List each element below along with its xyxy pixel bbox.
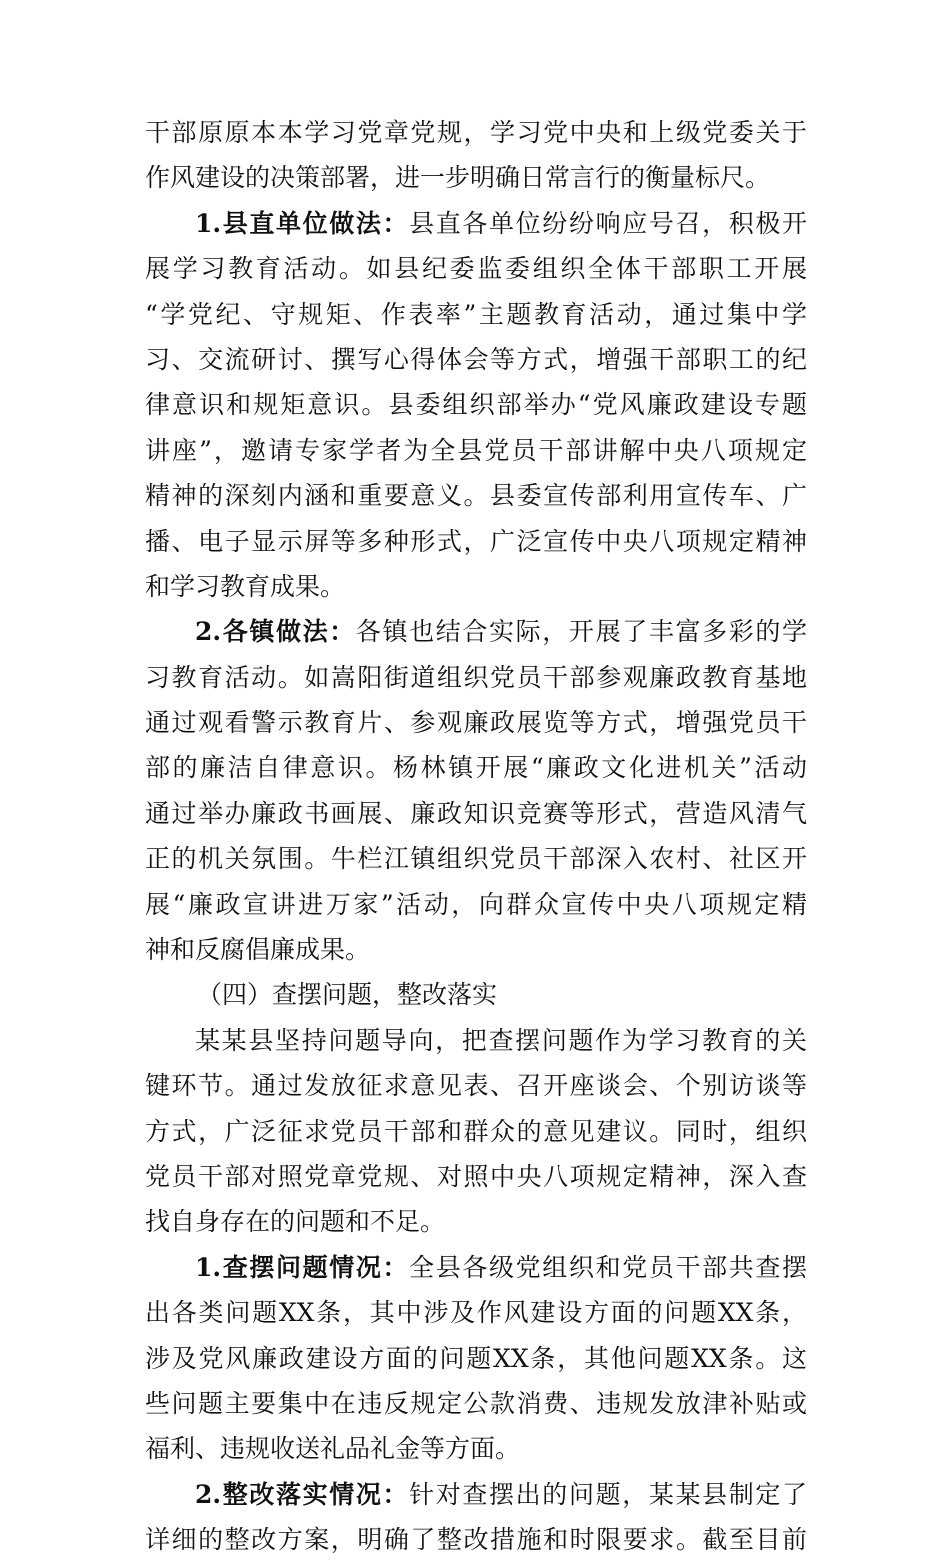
paragraph-text: 针对查摆出的问题，某某县制定了 [409,1479,807,1509]
paragraph-line: 找自身存在的问题和不足。 [145,1207,446,1237]
paragraph-line: 通过举办廉政书画展、廉政知识竞赛等形式，营造风清气 [145,798,807,828]
paragraph-line: 展学习教育活动。如县纪委监委组织全体干部职工开展 [145,254,807,284]
paragraph-line: 和学习教育成果。 [145,571,346,601]
paragraph-line: 展“廉政宣讲进万家”活动，向群众宣传中央八项规定精 [145,889,807,919]
paragraph-line [145,1472,807,1517]
paragraph-line [145,201,807,246]
paragraph-line: 涉及党风廉政建设方面的问题XX条，其他问题XX条。这 [145,1343,807,1373]
paragraph-line: 详细的整改方案，明确了整改措施和时限要求。截至目前 [145,1525,807,1555]
paragraph-text: 全县各级党组织和党员干部共查摆 [409,1252,807,1282]
paragraph-line: 神和反腐倡廉成果。 [145,935,371,965]
subheading-bold: 1.县直单位做法： [195,208,410,238]
paragraph-line: 些问题主要集中在违反规定公款消费、违规发放津补贴或 [145,1388,807,1418]
paragraph-line: 正的机关氛围。牛栏江镇组织党员干部深入农村、社区开 [145,844,807,874]
paragraph-line: 某某县坚持问题导向，把查摆问题作为学习教育的关 [195,1025,807,1055]
paragraph-line: 律意识和规矩意识。县委组织部举办“党风廉政建设专题 [145,390,807,420]
paragraph-text: 各镇也结合实际，开展了丰富多彩的学 [355,617,807,647]
subheading-bold: 2.各镇做法： [195,617,356,647]
paragraph-line: 方式，广泛征求党员干部和群众的意见建议。同时，组织 [145,1116,807,1146]
paragraph-line: 作风建设的决策部署，进一步明确日常言行的衡量标尺。 [145,163,771,193]
paragraph-line [145,609,807,654]
paragraph-line: 福利、违规收送礼品礼金等方面。 [145,1434,521,1464]
paragraph-line: 习、交流研讨、撰写心得体会等方式，增强干部职工的纪 [145,344,807,374]
paragraph-line: 部的廉洁自律意识。杨林镇开展“廉政文化进机关”活动 [145,753,807,783]
paragraph-line: 讲座”，邀请专家学者为全县党员干部讲解中央八项规定 [145,435,807,465]
paragraph-line: 通过观看警示教育片、参观廉政展览等方式，增强党员干 [145,708,807,738]
paragraph-line: 党员干部对照党章党规、对照中央八项规定精神，深入查 [145,1161,807,1191]
paragraph-line: 键环节。通过发放征求意见表、召开座谈会、个别访谈等 [145,1071,807,1101]
section-heading: （四）查摆问题，整改落实 [197,980,498,1010]
subheading-bold: 1.查摆问题情况： [195,1252,410,1282]
paragraph-line: 播、电子显示屏等多种形式，广泛宣传中央八项规定精神 [145,526,807,556]
paragraph-text: 县直各单位纷纷响应号召，积极开 [409,208,807,238]
document-body [145,110,807,1563]
paragraph-line: “学党纪、守规矩、作表率”主题教育活动，通过集中学 [145,299,807,329]
paragraph-line [145,1245,807,1290]
paragraph-line: 习教育活动。如嵩阳街道组织党员干部参观廉政教育基地 [145,662,807,692]
paragraph-line: 精神的深刻内涵和重要意义。县委宣传部利用宣传车、广 [145,481,807,511]
subheading-bold: 2.整改落实情况： [195,1479,410,1509]
paragraph-line: 干部原原本本学习党章党规，学习党中央和上级党委关于 [145,118,807,147]
paragraph-line: 出各类问题XX条，其中涉及作风建设方面的问题XX条， [145,1298,807,1328]
